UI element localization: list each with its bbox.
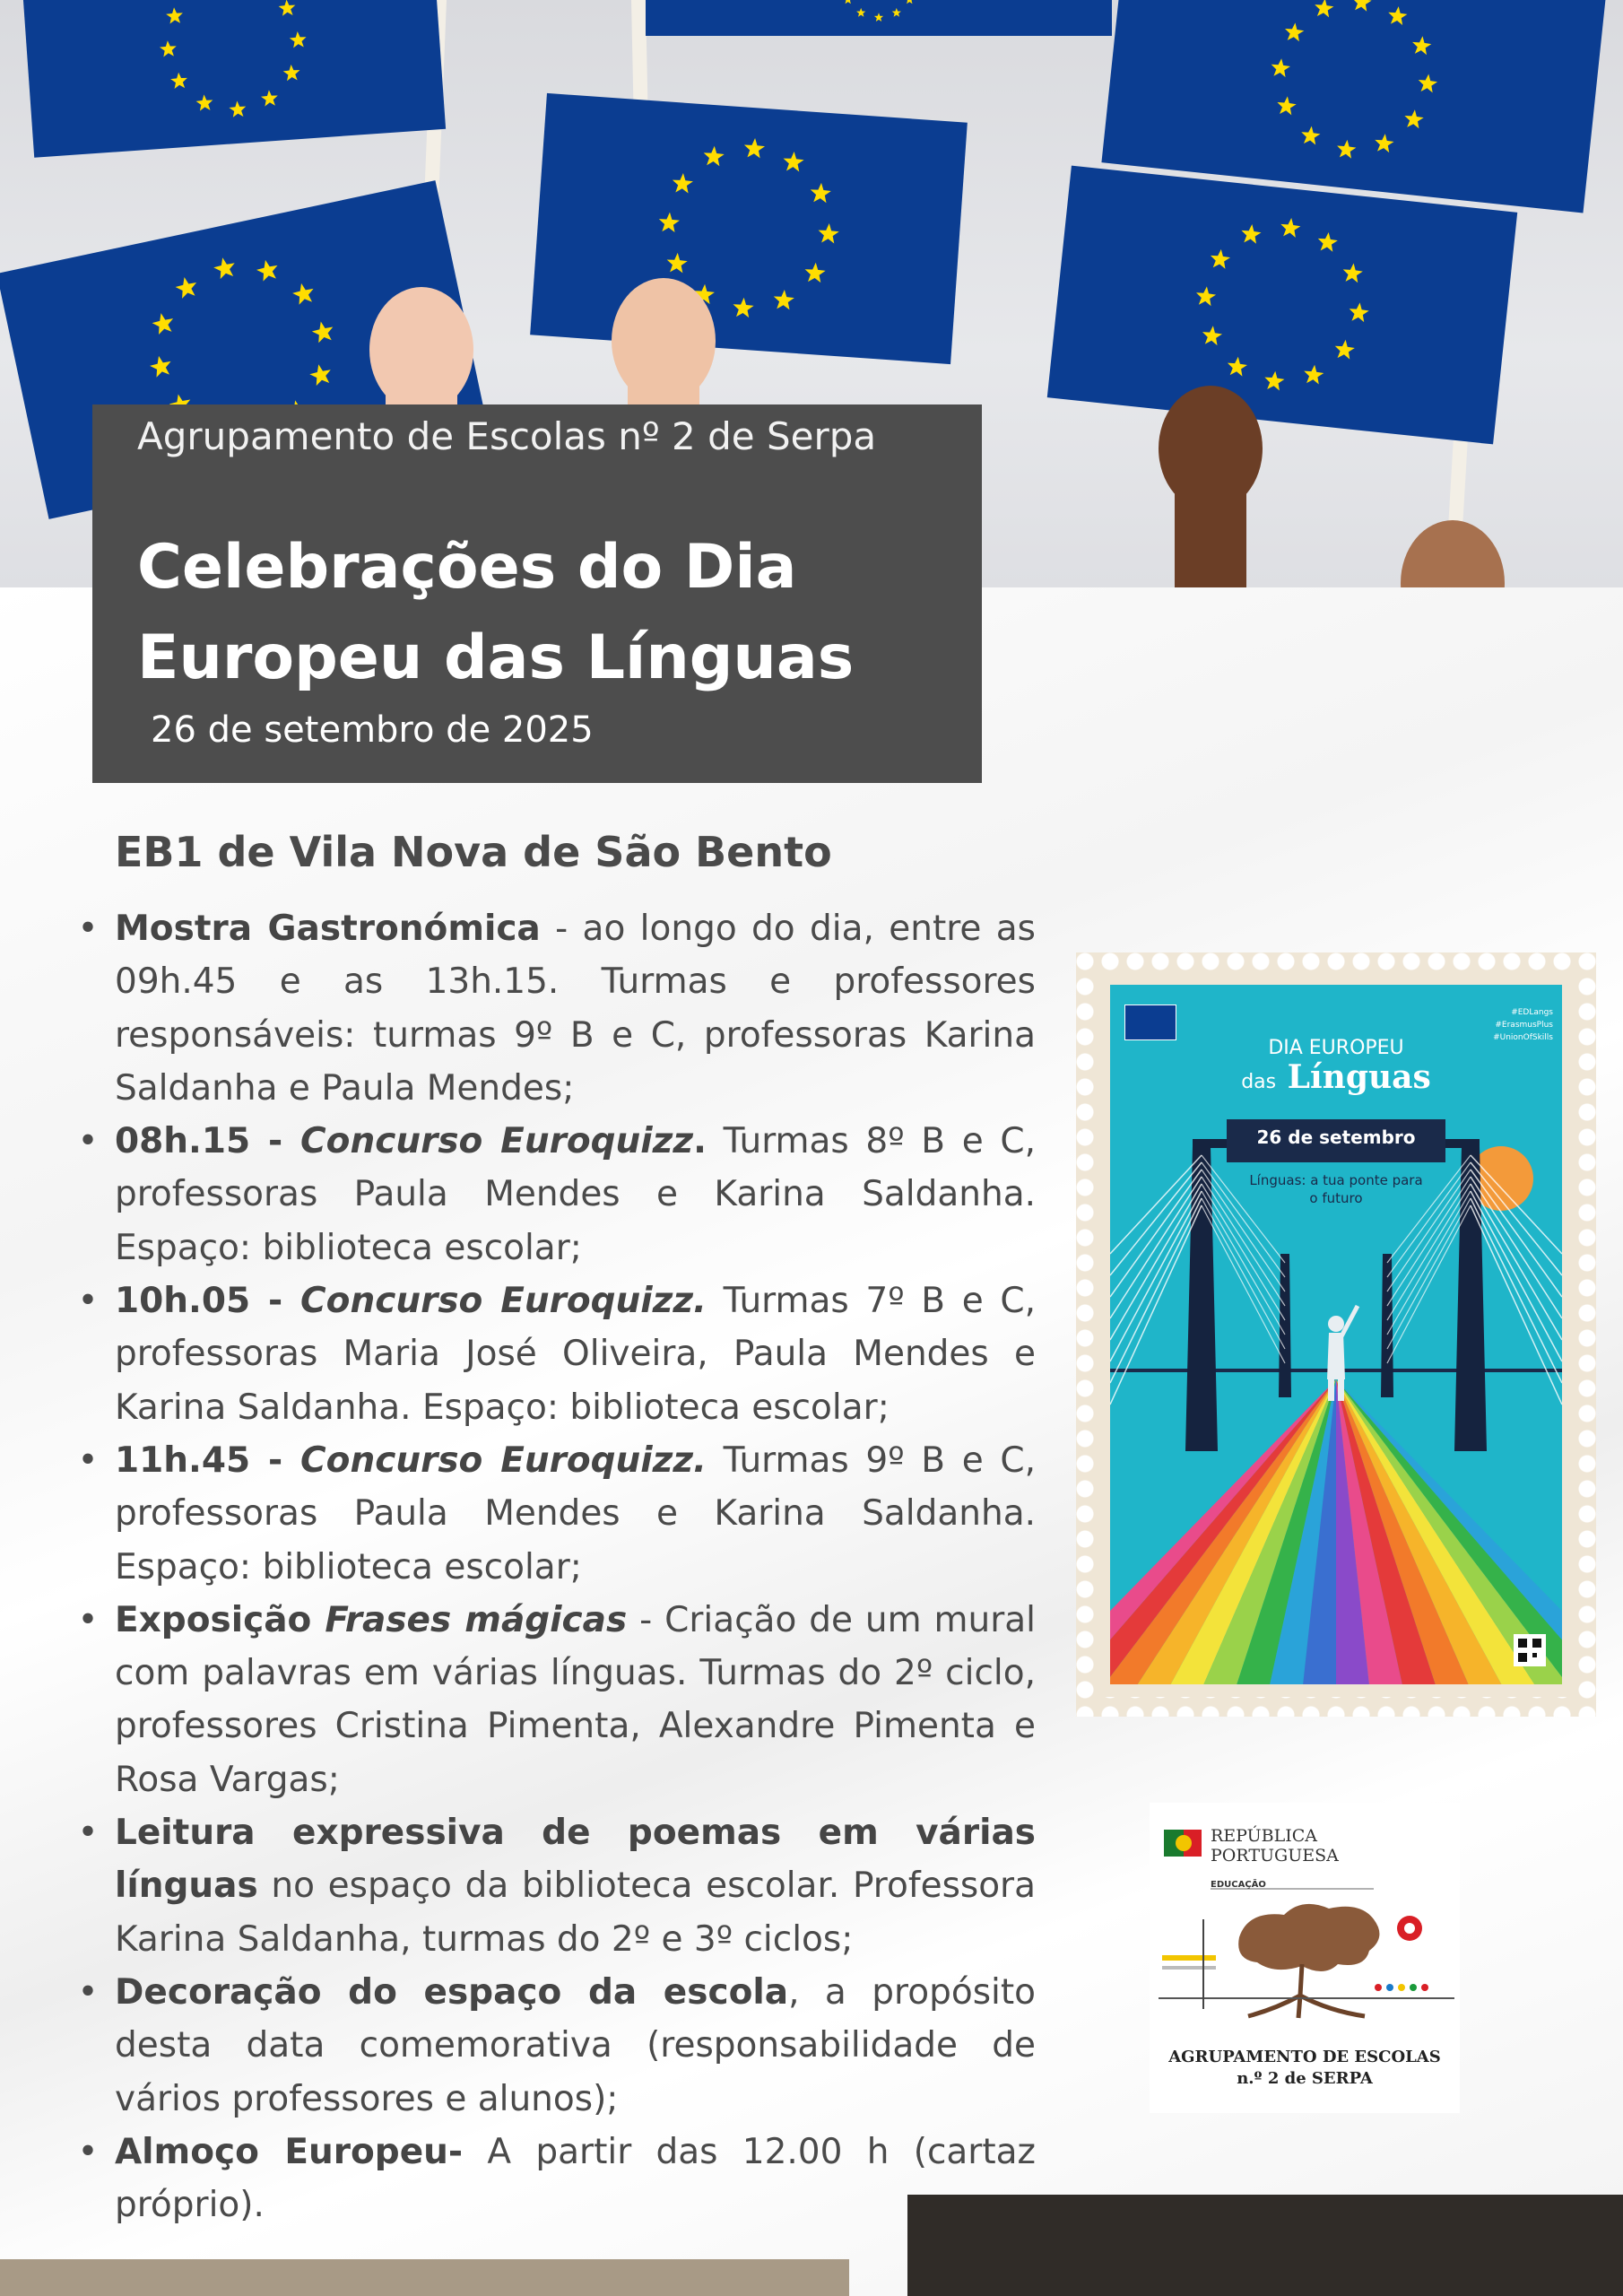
- poster-title-line-2: [1110, 1058, 1562, 1096]
- poster-title-linguas: Línguas: [1287, 1058, 1431, 1096]
- activity-item: [77, 2126, 1036, 2232]
- footer-tan-bar: [0, 2259, 849, 2296]
- eu-flag-icon: [1124, 1004, 1176, 1040]
- activity-highlight: Frases mágicas: [325, 1599, 628, 1640]
- page-title-line-1: Celebrações do Dia: [137, 532, 797, 603]
- school-logo: [1150, 1803, 1460, 2113]
- activity-text: , a propósito desta data comemorativa (responsabilidade de vários professores e alunos);: [115, 1971, 1036, 2119]
- activity-highlight: Mostra Gastronómica: [115, 909, 541, 949]
- school-group-line-2: n.º 2 de SERPA: [1237, 2069, 1373, 2088]
- poster-subtitle: Línguas: a tua ponte para o futuro: [1249, 1172, 1423, 1206]
- activity-text: Turmas 8º B e C, professoras Paula Mendes e Karina Saldanha. Espaço: biblioteca escolar;: [115, 1121, 1037, 1268]
- bullet-icon: •: [77, 909, 99, 949]
- poster-hashtag: #UnionOfSkills: [1493, 1033, 1553, 1042]
- school-name: Agrupamento de Escolas nº 2 de Serpa: [137, 414, 877, 458]
- activity-item: [77, 1806, 1036, 1966]
- footer-dark-bar: [907, 2195, 1623, 2296]
- activity-highlight: 11h.45 -: [115, 1439, 301, 1481]
- activity-item: [77, 1434, 1037, 1594]
- bullet-icon: •: [77, 1281, 99, 1322]
- eu-flag-icon: [1047, 166, 1517, 445]
- bullet-icon: •: [77, 1971, 99, 2013]
- republic-line-2: PORTUGUESA: [1211, 1846, 1339, 1866]
- activity-item: [77, 902, 1036, 1115]
- bullet-icon: •: [77, 1813, 99, 1854]
- activity-item: [77, 1594, 1036, 1806]
- activity-text: no espaço da biblioteca escolar. Professora Karina Saldanha, turmas do 2º e 3º ciclos;: [115, 1866, 1036, 1960]
- section-heading: EB1 de Vila Nova de São Bento: [115, 828, 832, 876]
- activity-highlight: Leitura expressiva de poemas em várias línguas: [115, 1813, 1036, 1907]
- ministry-name: EDUCAÇÃO: [1211, 1880, 1266, 1890]
- page-title: [137, 522, 944, 703]
- activity-highlight: Exposição: [115, 1599, 325, 1640]
- activity-highlight: Concurso Euroquizz.: [300, 1281, 707, 1322]
- eu-flag-icon: [646, 0, 1112, 36]
- poster-hashtag: #EDLangs: [1511, 1008, 1553, 1017]
- school-group-name: [1150, 2047, 1460, 2090]
- activity-highlight: .: [693, 1121, 707, 1162]
- activity-text: A partir das 12.00 h (cartaz próprio).: [115, 2131, 1036, 2226]
- page-title-line-2: Europeu das Línguas: [137, 622, 855, 693]
- activity-highlight: 08h.15 -: [115, 1121, 301, 1162]
- republic-line-1: REPÚBLICA: [1211, 1826, 1317, 1846]
- school-group-line-1: AGRUPAMENTO DE ESCOLAS: [1168, 2048, 1441, 2066]
- activity-highlight: Decoração do espaço da escola: [115, 1971, 789, 2013]
- activity-text: - Criação de um mural com palavras em várias línguas. Turmas do 2º ciclo, professores Cristina Pimenta, Alexandre Pimenta e Rosa Vargas;: [115, 1599, 1036, 1800]
- activity-highlight: Concurso Euroquizz: [300, 1121, 694, 1162]
- activity-highlight: Almoço Europeu-: [115, 2131, 464, 2172]
- activity-text: Turmas 7º B e C, professoras Maria José Oliveira, Paula Mendes e Karina Saldanha. Espaço: biblioteca escolar;: [115, 1281, 1037, 1428]
- activity-item: [77, 1966, 1036, 2126]
- bullet-icon: •: [77, 1599, 99, 1640]
- republic-name: [1211, 1826, 1339, 1866]
- activity-item: [77, 1115, 1037, 1274]
- activity-text: Turmas 9º B e C, professoras Paula Mendes e Karina Saldanha. Espaço: biblioteca escolar;: [115, 1439, 1037, 1587]
- languages-day-poster: [1110, 985, 1562, 1684]
- poster-date: 26 de setembro: [1256, 1126, 1416, 1148]
- activity-list: [77, 902, 1037, 2231]
- poster-title-das: das: [1241, 1071, 1277, 1093]
- poster-stamp: [1076, 952, 1596, 1717]
- bullet-icon: •: [77, 2131, 99, 2172]
- activity-text: - ao longo do dia, entre as 09h.45 e as 13h.15. Turmas e professores responsáveis: turmas 9º B e C, professoras Karina Saldanha e Paula Mendes;: [115, 909, 1036, 1109]
- activity-item: [77, 1274, 1037, 1434]
- poster-hashtag: #ErasmusPlus: [1495, 1021, 1553, 1030]
- bullet-icon: •: [77, 1121, 99, 1162]
- eu-flag-icon: [530, 93, 968, 364]
- bullet-icon: •: [77, 1439, 99, 1481]
- activity-highlight: Concurso Euroquizz.: [300, 1439, 707, 1481]
- event-date: 26 de setembro de 2025: [151, 709, 594, 751]
- activity-highlight: 10h.05 -: [115, 1281, 301, 1322]
- poster-title-line-1: DIA EUROPEU: [1268, 1037, 1404, 1059]
- eu-flag-icon: [21, 0, 446, 158]
